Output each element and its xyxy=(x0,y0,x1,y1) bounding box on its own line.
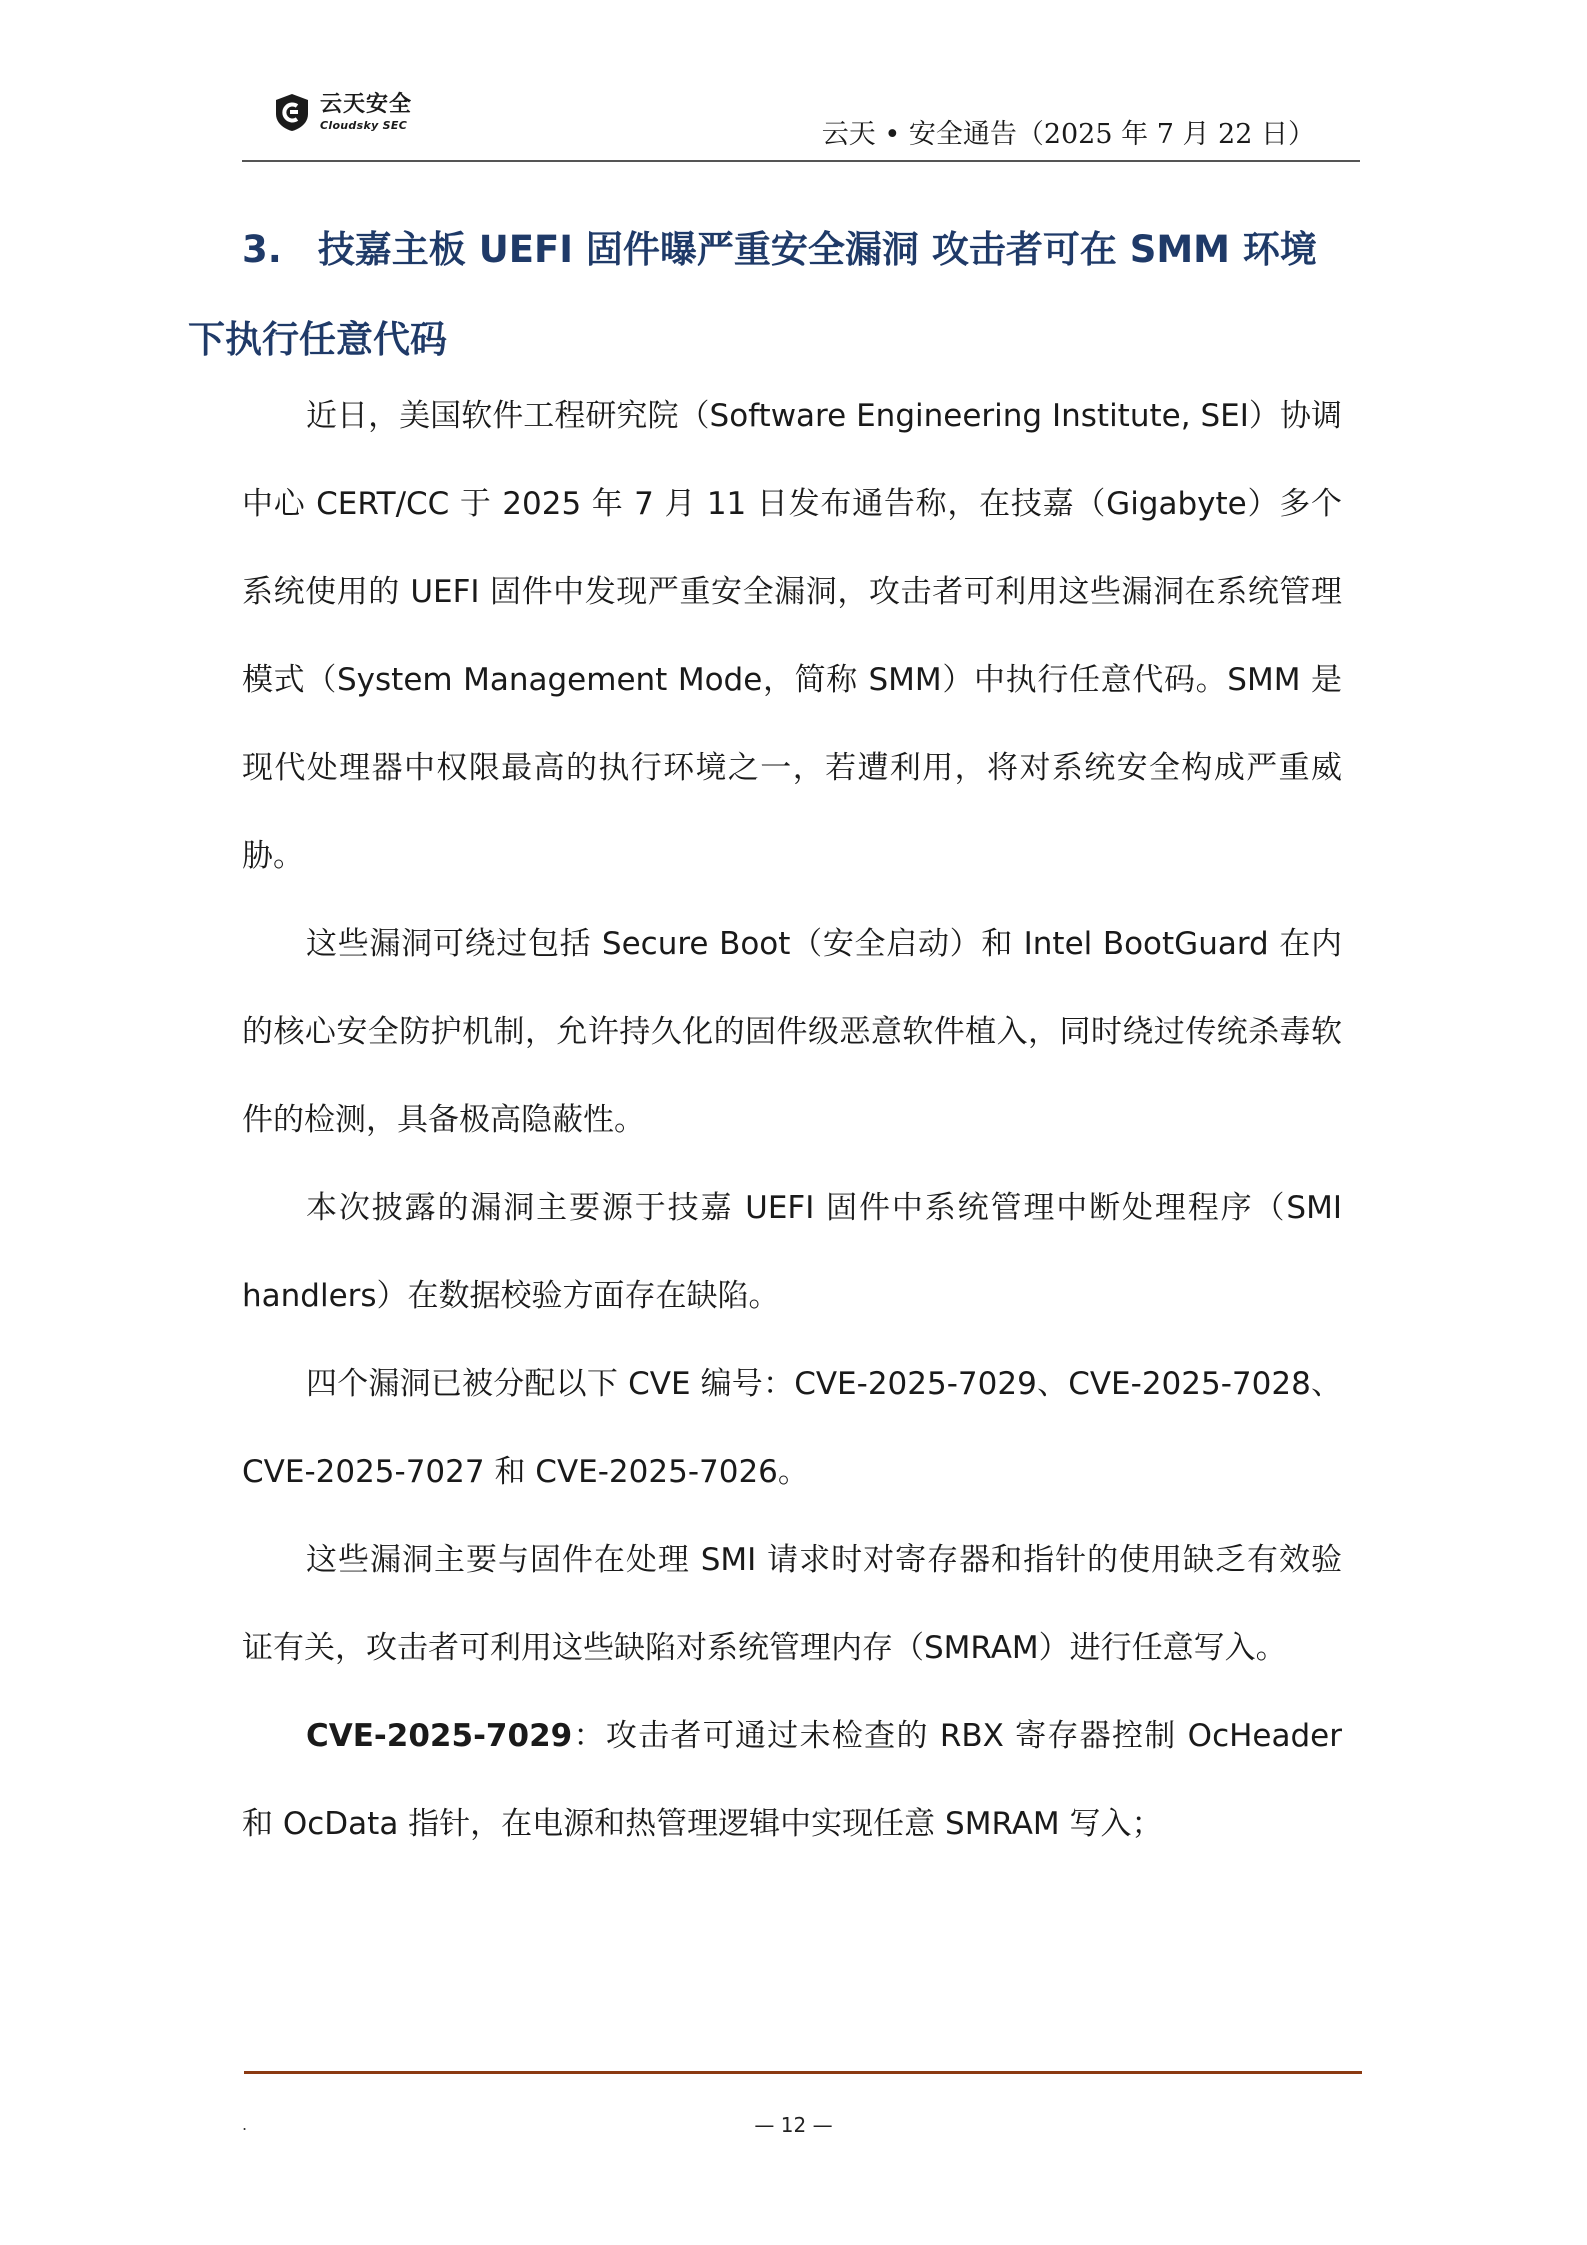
cve-id: CVE-2025-7029 xyxy=(306,1718,573,1754)
cve-paragraph xyxy=(242,1692,1342,1868)
logo-text xyxy=(320,91,413,132)
paragraph: 四个漏洞已被分配以下 CVE 编号：CVE-2025-7029、CVE-2025-7028、CVE-2025-7027 和 CVE-2025-7026。 xyxy=(242,1366,1342,1490)
header-rule xyxy=(242,160,1360,162)
paragraph: 这些漏洞可绕过包括 Secure Boot（安全启动）和 Intel BootGuard 在内的核心安全防护机制，允许持久化的固件级恶意软件植入，同时绕过传统杀毒软件的检测，具备极高隐蔽性。 xyxy=(242,926,1342,1138)
paragraph: 本次披露的漏洞主要源于技嘉 UEFI 固件中系统管理中断处理程序（SMI handlers）在数据校验方面存在缺陷。 xyxy=(242,1190,1342,1314)
cve-description: 攻击者可通过未检查的 RBX 寄存器控制 OcHeader 和 OcData 指针，在电源和热管理逻辑中实现任意 SMRAM 写入； xyxy=(242,1718,1342,1842)
paragraph: 近日，美国软件工程研究院（Software Engineering Institute, SEI）协调中心 CERT/CC 于 2025 年 7 月 11 日发布通告称，在技嘉（Gigabyte）多个系统使用的 UEFI 固件中发现严重安全漏洞，攻击者可利用这些漏洞在系统管理模式（System Management Mode，简称 SMM）中执行任意代码。SMM 是现代处理器中权限最高的执行环境之一，若遭利用，将对系统安全构成严重威胁。 xyxy=(242,398,1342,874)
logo-name-en: Cloudsky SEC xyxy=(320,118,408,132)
section-title xyxy=(188,205,1353,385)
header-logo xyxy=(272,92,412,132)
page-number: — 12 — xyxy=(754,2113,833,2137)
article-body xyxy=(242,372,1342,1868)
cloudsky-logo-icon xyxy=(272,92,312,132)
paragraph: 这些漏洞主要与固件在处理 SMI 请求时对寄存器和指针的使用缺乏有效验证有关，攻击者可利用这些缺陷对系统管理内存（SMRAM）进行任意写入。 xyxy=(242,1542,1342,1666)
footer-dot: . xyxy=(242,2115,248,2134)
footer-rule xyxy=(244,2071,1362,2074)
header-title: 云天 • 安全通告（2025 年 7 月 22 日） xyxy=(821,119,1315,150)
cve-separator: ： xyxy=(572,1718,606,1754)
logo-name-cn: 云天安全 xyxy=(320,91,413,117)
section-number: 3. xyxy=(242,228,282,271)
section-title-text: 技嘉主板 UEFI 固件曝严重安全漏洞 攻击者可在 SMM 环境下执行任意代码 xyxy=(188,228,1317,361)
